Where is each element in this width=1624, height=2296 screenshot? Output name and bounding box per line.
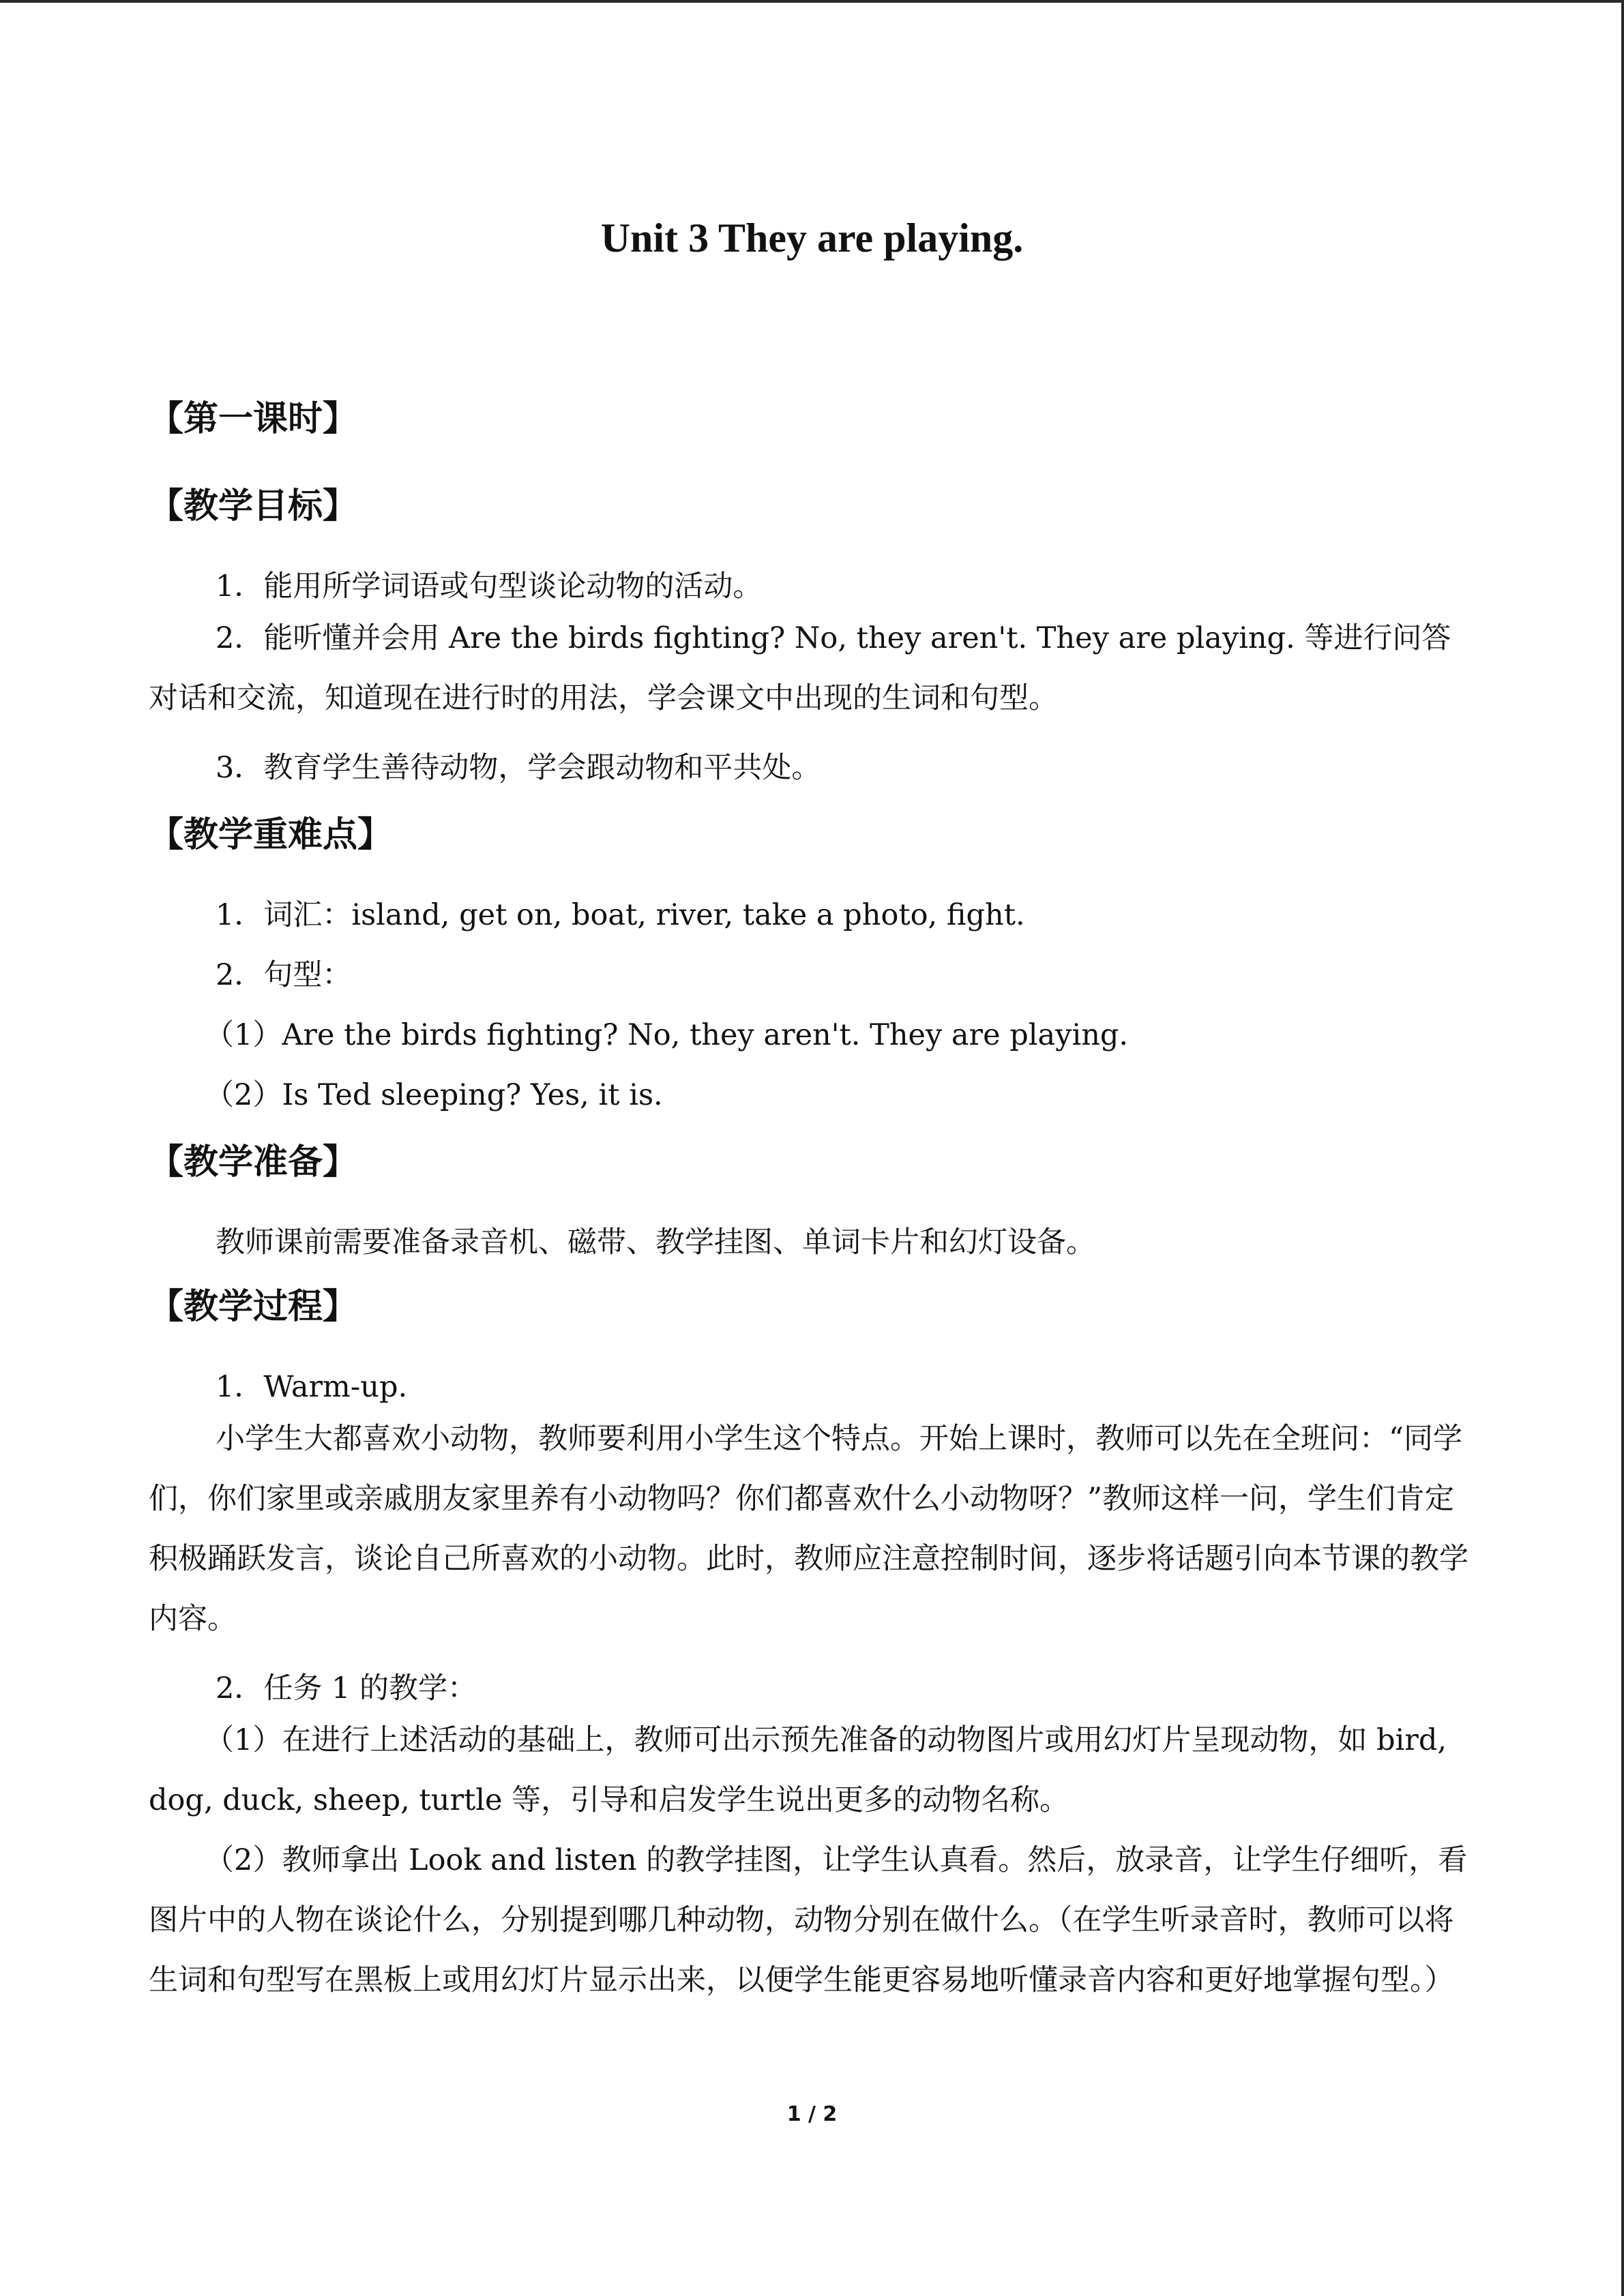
objective-1: 1．能用所学词语或句型谈论动物的活动。 <box>216 569 763 603</box>
key-point-pattern-label: 2．句型： <box>216 958 352 992</box>
process-step2-p2: （2）教师拿出 Look and listen 的教学挂图，让学生认真看。然后，放录音，让学生仔细听，看图片中的人物在谈论什么，分别提到哪几种动物，动物分别在做什么。（在学生听录音时，教师可以将生词和句型写在黑板上或用幻灯片显示出来，以便学生能更容易地听懂录音内容和更好地掌握句型。） <box>149 1843 1468 1997</box>
heading-lesson: 【第一课时】 <box>149 399 358 439</box>
process-step2-label: 2．任务 1 的教学： <box>216 1671 477 1705</box>
heading-objectives: 【教学目标】 <box>149 486 358 526</box>
process-step1-text: 小学生大都喜欢小动物，教师要利用小学生这个特点。开始上课时，教师可以先在全班问：“同学们，你们家里或亲戚朋友家里养有小动物吗？你们都喜欢什么小动物呀？”教师这样一问，学生们肯定积极踊跃发言，谈论自己所喜欢的小动物。此时，教师应注意控制时间，逐步将话题引向本节课的教学内容。 <box>149 1422 1468 1636</box>
heading-process: 【教学过程】 <box>149 1287 358 1327</box>
process-step2-p1: （1）在进行上述活动的基础上，教师可出示预先准备的动物图片或用幻灯片呈现动物，如 bird, dog, duck, sheep, turtle 等，引导和启发学生说出更多的动物名称。 <box>149 1723 1447 1817</box>
key-point-vocab: 1．词汇：island, get on, boat, river, take a photo, fight. <box>216 898 1025 932</box>
objective-3: 3．教育学生善待动物，学会跟动物和平共处。 <box>216 751 821 785</box>
page-border-right <box>1621 0 1624 2296</box>
page-border-top <box>0 0 1624 3</box>
process-step1-label: 1．Warm-up. <box>216 1370 408 1404</box>
page-number: 1 / 2 <box>786 2102 838 2126</box>
key-point-pattern-1: （1）Are the birds fighting? No, they aren't. They are playing. <box>205 1018 1129 1052</box>
objective-2: 2．能听懂并会用 Are the birds fighting? No, they aren't. They are playing. 等进行问答对话和交流，知道现在进行时的用法，学会课文中出现的生词和句型。 <box>149 621 1451 715</box>
preparation-text: 教师课前需要准备录音机、磁带、教学挂图、单词卡片和幻灯设备。 <box>216 1225 1095 1259</box>
key-point-pattern-2: （2）Is Ted sleeping? Yes, it is. <box>205 1078 663 1112</box>
heading-key-points: 【教学重难点】 <box>149 815 393 855</box>
document-title: Unit 3 They are playing. <box>600 215 1024 260</box>
heading-preparation: 【教学准备】 <box>149 1142 358 1182</box>
